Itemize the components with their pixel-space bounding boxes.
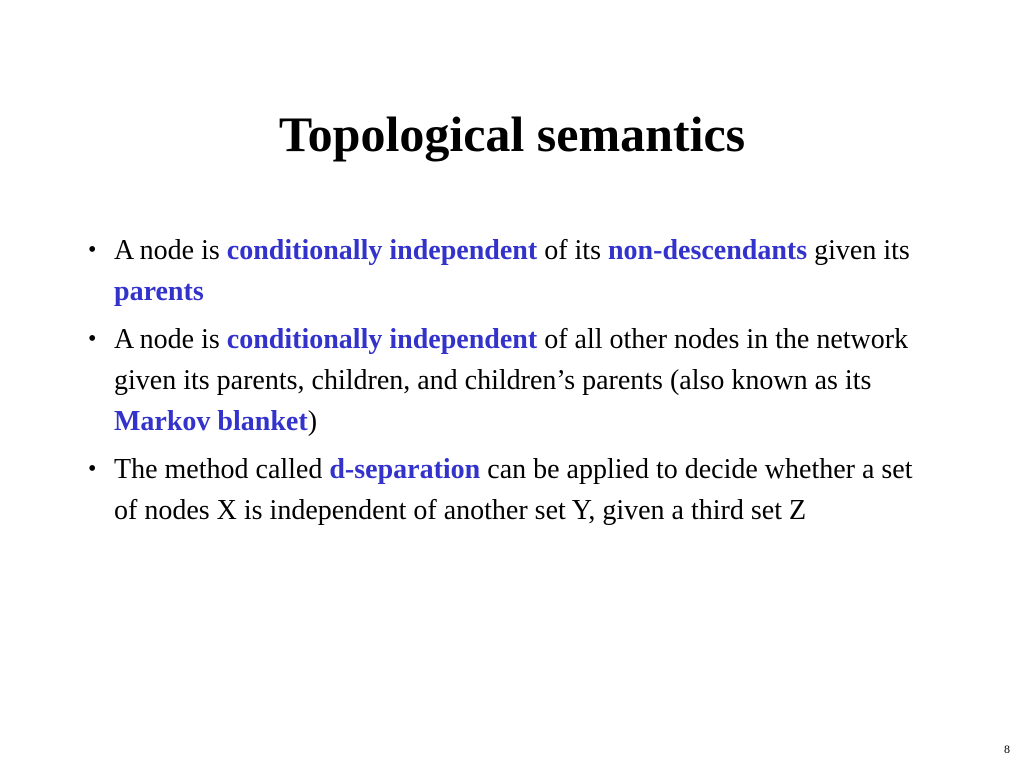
bullet-dot-icon: • — [88, 456, 97, 482]
bullet-text — [114, 235, 910, 307]
bullet-text — [114, 324, 908, 437]
bullet-text-segment: The method called — [114, 454, 330, 485]
bullet-text-segment: ) — [307, 406, 318, 437]
page-number: 8 — [1004, 742, 1010, 756]
bullet-item — [88, 230, 928, 312]
bullet-text-segment: given its — [807, 235, 910, 266]
highlighted-term: Markov blanket — [114, 406, 308, 437]
bullet-item — [88, 449, 928, 531]
bullet-dot-icon: • — [88, 326, 97, 352]
slide-title: Topological semantics — [278, 106, 746, 162]
highlighted-term: conditionally independent — [226, 235, 538, 266]
highlighted-term: parents — [114, 276, 204, 307]
bullet-text-segment: A node is — [114, 235, 227, 266]
bullet-list — [88, 230, 928, 538]
bullet-dot-icon: • — [88, 237, 97, 263]
bullet-item — [88, 319, 928, 442]
highlighted-term: d-separation — [329, 454, 481, 485]
bullet-text-segment: A node is — [114, 324, 227, 355]
bullet-text-segment: can be applied to decide whether a set of nodes X is independent of another set Y, given a third set Z — [114, 454, 913, 526]
bullet-text — [114, 454, 913, 526]
bullet-text-segment: of its — [537, 235, 608, 266]
highlighted-term: non-descendants — [607, 235, 808, 266]
bullet-text-segment: of all other nodes in the network given its parents, children, and children’s parents (also known as its — [114, 324, 909, 396]
highlighted-term: conditionally independent — [226, 324, 538, 355]
